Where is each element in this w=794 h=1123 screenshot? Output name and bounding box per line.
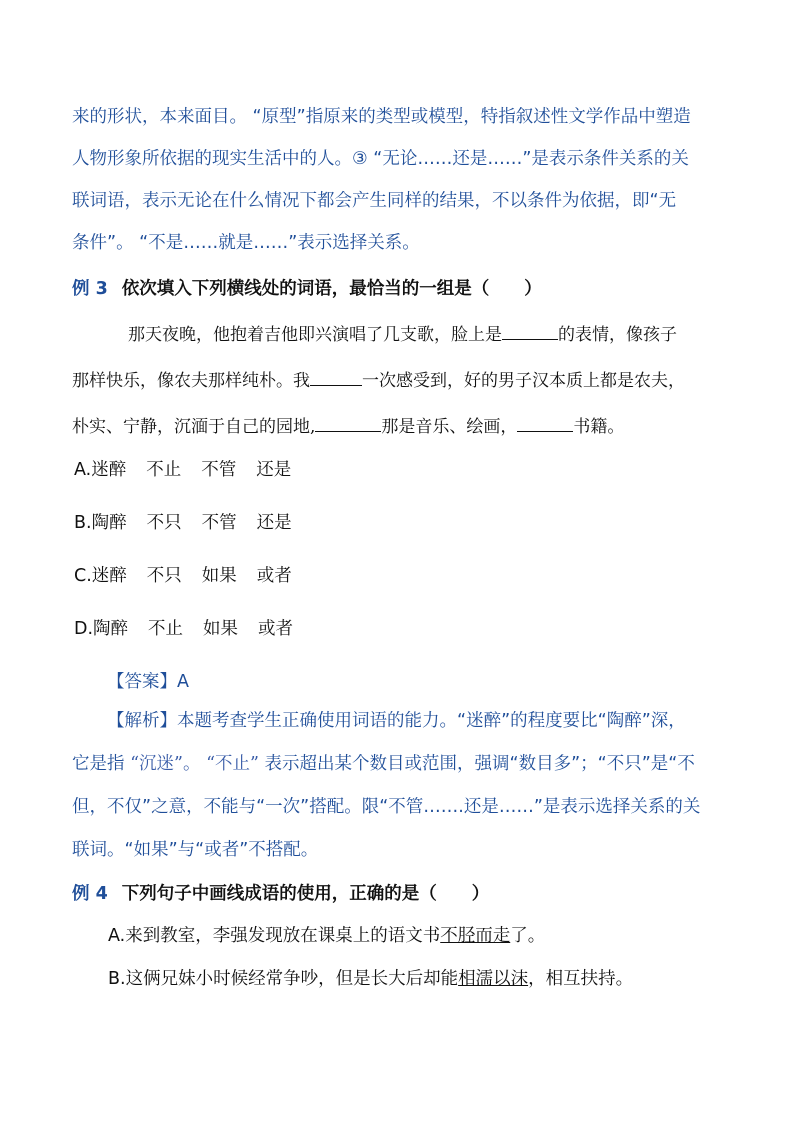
analysis-line: 联词。“如果”与“或者”不搭配。	[72, 840, 319, 860]
example-number: 例 3	[72, 279, 108, 299]
passage-text: 一次感受到，好的男子汉本质上都是农夫，	[362, 371, 685, 391]
intro-line: 人物形象所依据的现实生活中的人。③ “无论……还是……”是表示条件关系的关	[72, 149, 689, 169]
intro-line: 联词语，表示无论在什么情况下都会产生同样的结果，不以条件为依据，即“无	[72, 191, 677, 211]
option-b	[74, 509, 292, 534]
intro-line: 来的形状，本来面目。 “原型”指原来的类型或模型，特指叙述性文学作品中塑造	[72, 107, 691, 127]
option-text: 了。	[510, 926, 546, 946]
option-letter: A.	[74, 460, 92, 480]
example-4-option-b	[108, 965, 633, 990]
analysis-line: 【解析】本题考查学生正确使用词语的能力。“迷醉”的程度要比“陶醉”深，	[107, 711, 686, 731]
analysis-term: “不止”	[206, 754, 259, 774]
passage-text: 那是音乐、绘画，	[381, 417, 518, 437]
option-letter: B.	[74, 513, 92, 533]
option-word: 不止	[148, 619, 184, 639]
passage-text: 朴实、宁静，沉湎于自己的园地,	[72, 417, 316, 437]
option-word: 或者	[258, 619, 294, 639]
passage-text: 书籍。	[573, 417, 625, 437]
option-word: 还是	[256, 513, 292, 533]
blank-line	[310, 384, 362, 386]
blank-line	[502, 338, 558, 340]
option-text: ，相互扶持。	[528, 969, 634, 989]
example-4-heading	[72, 880, 489, 905]
passage-line	[72, 358, 732, 404]
option-text: A.来到教室，李强发现放在课桌上的语文书	[108, 926, 441, 946]
option-letter: D.	[74, 619, 94, 639]
underlined-idiom: 相濡以沫	[458, 969, 529, 989]
option-word: 陶醉	[91, 513, 127, 533]
analysis-line	[72, 743, 732, 786]
passage-text: 的表情，像孩子	[558, 325, 677, 345]
option-c	[74, 562, 292, 587]
intro-paragraph	[72, 96, 732, 264]
option-word: 迷醉	[91, 460, 127, 480]
example-question: 下列句子中画线成语的使用，正确的是（ ）	[121, 884, 490, 904]
analysis-text: 它是指	[72, 754, 125, 774]
option-word: 陶醉	[93, 619, 129, 639]
option-letter: C.	[74, 566, 92, 586]
answer: 【答案】A	[107, 672, 189, 692]
example-3-heading	[72, 275, 542, 300]
option-word: 如果	[201, 566, 237, 586]
passage-line	[72, 312, 732, 358]
analysis-term: “沉迷”	[130, 754, 183, 774]
passage-text: 那样快乐，像农夫那样纯朴。我	[72, 371, 310, 391]
option-word: 还是	[256, 460, 292, 480]
example-3-passage	[72, 312, 732, 450]
option-d	[74, 615, 293, 640]
passage-line	[72, 404, 732, 450]
analysis-line: 但，不仅”之意，不能与“一次”搭配。限“不管…….还是……”是表示选择关系的关	[72, 797, 701, 817]
passage-text: 那天夜晚，他抱着吉他即兴演唱了几支歌，脸上是	[128, 325, 502, 345]
option-a	[74, 456, 291, 481]
example-question: 依次填入下列横线处的词语，最恰当的一组是（ ）	[121, 279, 542, 299]
option-word: 或者	[256, 566, 292, 586]
analysis-text: 。	[182, 754, 201, 774]
blank-line	[517, 430, 573, 432]
option-word: 不管	[201, 460, 237, 480]
option-word: 如果	[203, 619, 239, 639]
underlined-idiom: 不胫而走	[440, 926, 511, 946]
option-word: 不管	[201, 513, 237, 533]
example-number: 例 4	[72, 884, 108, 904]
option-word: 迷醉	[91, 566, 127, 586]
option-word: 不只	[146, 566, 182, 586]
analysis-paragraph	[72, 700, 732, 872]
option-text: B.这俩兄妹小时候经常争吵，但是长大后却能	[108, 969, 459, 989]
option-word: 不止	[146, 460, 182, 480]
intro-line: 条件”。 “不是……就是……”表示选择关系。	[72, 233, 420, 253]
option-word: 不只	[146, 513, 182, 533]
blank-line	[315, 430, 381, 432]
example-4-option-a	[108, 922, 545, 947]
analysis-text: 表示超出某个数目或范围，强调“数目多”；“不只”是“不	[264, 754, 695, 774]
